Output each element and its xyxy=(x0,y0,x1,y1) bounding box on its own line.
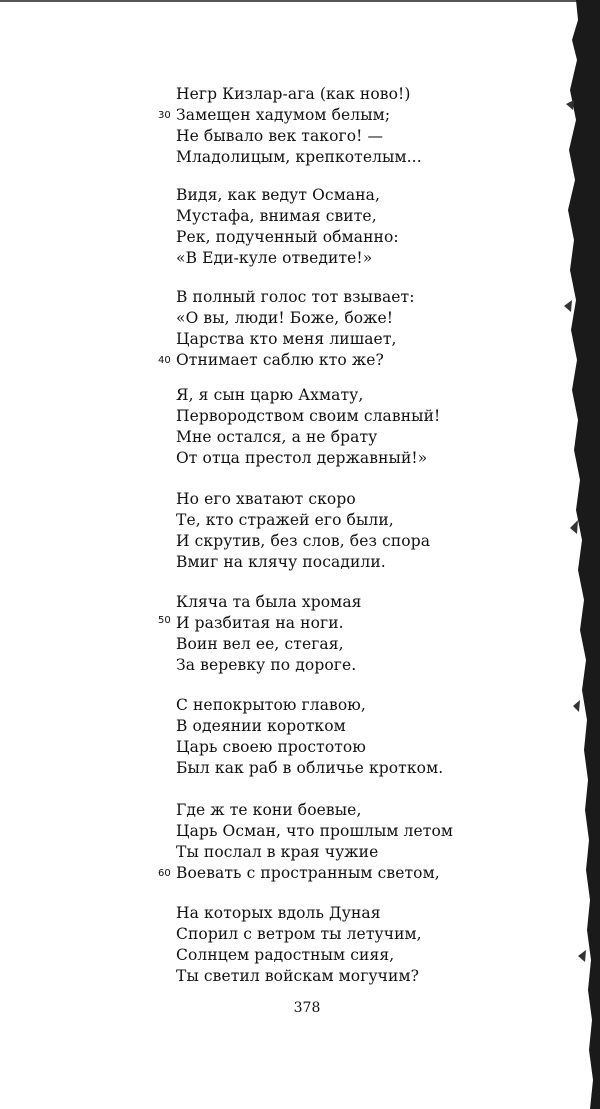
verse-line: Кляча та была хромая xyxy=(176,593,362,611)
verse-line: За веревку по дороге. xyxy=(176,656,357,674)
verse-line: И разбитая на ноги. xyxy=(176,614,344,632)
verse-line: В полный голос тот взывает: xyxy=(176,288,415,306)
verse-line: Воевать с пространным светом, xyxy=(176,864,440,882)
verse-line: Видя, как ведут Османа, xyxy=(176,186,380,204)
verse-line: Не бывало век такого! — xyxy=(176,127,384,145)
verse-line: Младолицым, крепкотелым... xyxy=(176,148,422,166)
verse-line: На которых вдоль Дуная xyxy=(176,904,381,922)
verse-line: «О вы, люди! Боже, боже! xyxy=(176,309,394,327)
verse-line: Царь своею простотою xyxy=(176,738,366,756)
verse-line: Мне остался, а не брату xyxy=(176,428,378,446)
stanza-9 xyxy=(176,903,476,987)
verse-line: Ты послал в края чужие xyxy=(176,843,379,861)
verse-line: Спорил с ветром ты летучим, xyxy=(176,925,422,943)
verse-line: Первородством своим славный! xyxy=(176,407,441,425)
line-number-40: 40 xyxy=(158,355,171,366)
verse-line: Воин вел ее, стегая, xyxy=(176,635,344,653)
scan-edge-shadow xyxy=(560,0,600,1109)
verse-line: Где ж те кони боевые, xyxy=(176,801,362,819)
verse-line: Ты светил войскам могучим? xyxy=(176,967,420,985)
verse-line: Вмиг на клячу посадили. xyxy=(176,553,386,571)
stanza-3 xyxy=(176,287,476,371)
line-number-60: 60 xyxy=(158,868,171,879)
verse-line: Негр Кизлар-ага (как ново!) xyxy=(176,85,411,103)
verse-line: В одеянии коротком xyxy=(176,717,346,735)
verse-line: С непокрытою главою, xyxy=(176,696,366,714)
stanza-5 xyxy=(176,489,476,573)
verse-line: Мустафа, внимая свите, xyxy=(176,207,377,225)
stanza-1 xyxy=(176,84,476,168)
verse-line: И скрутив, без слов, без спора xyxy=(176,532,431,550)
verse-line: От отца престол державный!» xyxy=(176,449,428,467)
stanza-4 xyxy=(176,385,476,469)
verse-line: Но его хватают скоро xyxy=(176,490,356,508)
verse-line: Царства кто меня лишает, xyxy=(176,330,397,348)
stanza-2 xyxy=(176,185,476,269)
verse-line: Я, я сын царю Ахмату, xyxy=(176,386,364,404)
verse-line: Замещен хадумом белым; xyxy=(176,106,391,124)
stanza-6 xyxy=(176,592,476,676)
verse-line: Царь Осман, что прошлым летом xyxy=(176,822,454,840)
verse-line: Те, кто стражей его были, xyxy=(176,511,394,529)
line-number-50: 50 xyxy=(158,615,171,626)
verse-line: Был как раб в обличье кротком. xyxy=(176,759,444,777)
page-top-border xyxy=(0,0,600,2)
stanza-7 xyxy=(176,695,476,779)
verse-line: Рек, подученный обманно: xyxy=(176,228,399,246)
verse-line: Отнимает саблю кто же? xyxy=(176,351,384,369)
page-number: 378 xyxy=(293,1000,321,1016)
line-number-30: 30 xyxy=(158,110,171,121)
verse-line: «В Еди-куле отведите!» xyxy=(176,249,373,267)
stanza-8 xyxy=(176,800,476,884)
verse-line: Солнцем радостным сияя, xyxy=(176,946,395,964)
